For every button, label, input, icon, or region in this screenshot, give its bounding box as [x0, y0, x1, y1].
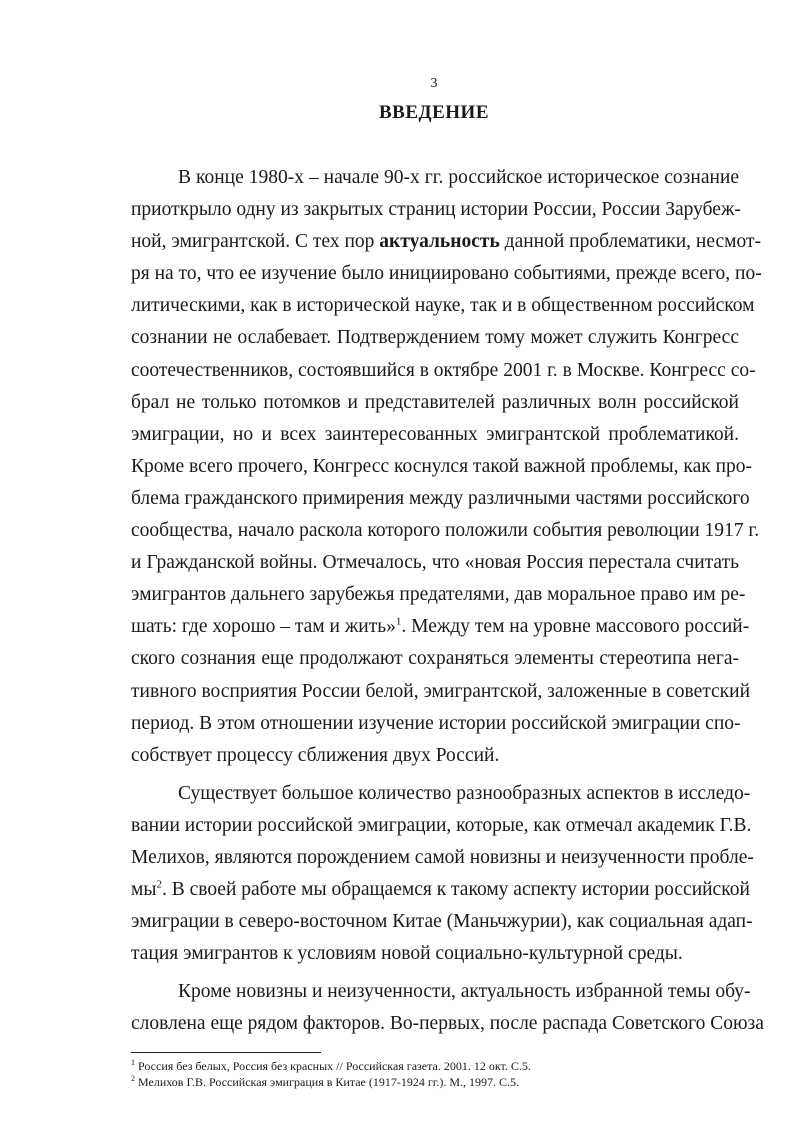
paragraph-2	[131, 778, 754, 971]
footnote-text: Россия без белых, Россия без красных // Российская газета. 2001. 12 окт. С.5.	[138, 1059, 531, 1073]
text-line: словлена еще рядом факторов. Во-первых, после распада Советского Союза	[131, 1013, 764, 1035]
footnote-text: Мелихов Г.В. Российская эмиграция в Китае (1917-1924 гг.). М., 1997. С.5.	[138, 1075, 519, 1089]
footnote-2	[131, 1074, 739, 1090]
footnote-ref-1[interactable]: 1	[395, 615, 402, 628]
text-line: сообщества, начало раскола которого положили события революции 1917 г.	[131, 520, 760, 542]
text-line: литическими, как в исторической науке, так и в общественном российском	[131, 295, 755, 317]
page-number: 3	[430, 76, 438, 91]
footnote-divider	[131, 1052, 321, 1053]
text-line: период. В этом отношении изучение истории российской эмиграции спо-	[131, 712, 741, 734]
text-fragment: шать: где хорошо – там и жить»	[131, 616, 396, 638]
page-title: ВВЕДЕНИЕ	[379, 102, 489, 123]
text-line: эмиграции в северо-восточном Китае (Маньчжурии), как социальная адап-	[131, 911, 753, 933]
text-line: тация эмигрантов к условиям новой социально-культурной среды.	[131, 943, 683, 965]
text-fragment: ной, эмигрантской. С тех пор	[131, 231, 380, 253]
footnote-1	[131, 1058, 739, 1074]
footnote-number: 2	[131, 1074, 135, 1083]
text-line: соотечественников, состоявшийся в октябре 2001 г. в Москве. Конгресс со-	[131, 359, 756, 381]
text-fragment: мы	[131, 879, 157, 901]
footnote-ref-2[interactable]: 2	[156, 878, 162, 891]
text-line	[131, 226, 761, 258]
text-line: ского сознания еще продолжают сохраняться элементы стереотипа нега-	[131, 648, 739, 670]
text-line: и Гражданской войны. Отмечалось, что «новая Россия перестала считать	[131, 552, 739, 574]
text-line	[131, 611, 750, 643]
paragraph-3	[131, 976, 764, 1040]
text-line: вании истории российской эмиграции, которые, как отмечал академик Г.В.	[131, 814, 752, 836]
text-line: приоткрыло одну из закрытых страниц истории России, России Зарубеж-	[131, 199, 741, 221]
body-text	[131, 162, 764, 1041]
text-line: блема гражданского примирения между различными частями российского	[131, 487, 750, 509]
text-line: В конце 1980-х – начале 90-х гг. российское историческое сознание	[178, 167, 739, 188]
text-line: Существует большое количество разнообразных аспектов в исследо-	[178, 782, 751, 804]
paragraph-1	[131, 162, 762, 772]
text-line: Кроме всего прочего, Конгресс коснулся такой важной проблемы, как про-	[131, 455, 753, 477]
text-line: Мелихов, являются порождением самой новизны и неизученности пробле-	[131, 846, 754, 868]
text-line: сознании не ослабевает. Подтверждением тому может служить Конгресс	[131, 327, 739, 349]
text-line: эмигрантов дальнего зарубежья предателями, дав моральное право им ре-	[131, 584, 746, 606]
text-line: ря на то, что ее изучение было инициировано событиями, прежде всего, по-	[131, 263, 762, 285]
text-fragment: . В своей работе мы обращаемся к такому аспекту истории российской	[161, 879, 750, 901]
text-line: собствует процессу сближения двух Россий.	[131, 744, 500, 766]
footnote-number: 1	[131, 1058, 135, 1067]
bold-term: актуальность	[379, 231, 500, 253]
text-fragment: данной проблематики, несмот-	[499, 231, 761, 253]
footnotes	[131, 1058, 739, 1090]
text-line: эмиграции, но и всех заинтересованных эмигрантской проблематикой.	[131, 423, 739, 445]
text-line: тивного восприятия России белой, эмигрантской, заложенные в советский	[131, 680, 751, 702]
text-line: брал не только потомков и представителей различных волн российской	[131, 391, 739, 413]
text-line: Кроме новизны и неизученности, актуальность избранной темы обу-	[178, 981, 751, 1003]
text-line	[131, 874, 750, 906]
text-fragment: . Между тем на уровне массового россий-	[401, 616, 750, 638]
